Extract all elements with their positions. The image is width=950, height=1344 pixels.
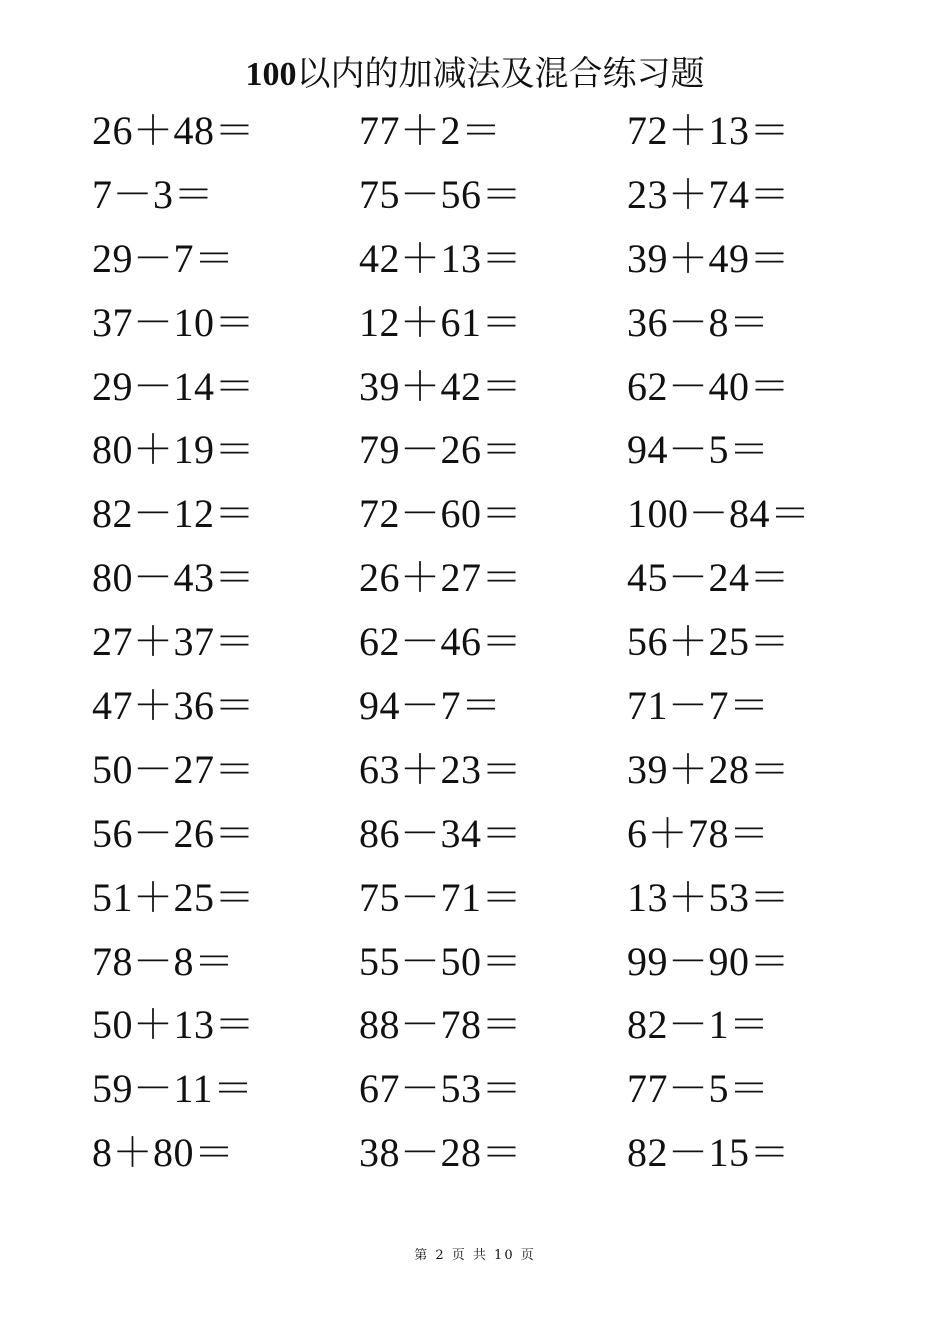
- problem-row: [92, 546, 892, 610]
- problem-cell: 38－28＝: [359, 1130, 522, 1176]
- problem-cell: 47＋36＝: [92, 682, 255, 728]
- problem-cell: 26＋27＝: [359, 555, 522, 601]
- problem-cell: 82－12＝: [92, 491, 255, 537]
- problem-cell: 50－27＝: [92, 746, 255, 792]
- problem-cell: 56－26＝: [92, 810, 255, 856]
- problem-cell: 39＋49＝: [627, 235, 790, 281]
- problem-cell: 72－60＝: [359, 491, 522, 537]
- problem-cell: 67－53＝: [359, 1066, 522, 1112]
- problem-cell: 39＋28＝: [627, 746, 790, 792]
- problem-cell: 75－56＝: [359, 171, 522, 217]
- problem-row: [92, 610, 892, 674]
- problem-cell: 100－84＝: [627, 491, 811, 537]
- problem-cell: 80＋19＝: [92, 427, 255, 473]
- problem-cell: 71－7＝: [627, 682, 770, 728]
- problem-grid: [92, 99, 892, 1185]
- page-footer: 第 2 页 共 10 页: [414, 1248, 536, 1263]
- problem-cell: 26＋48＝: [92, 107, 255, 153]
- problem-row: [92, 99, 892, 163]
- problem-cell: 12＋61＝: [359, 299, 522, 345]
- problem-cell: 80－43＝: [92, 555, 255, 601]
- problem-row: [92, 930, 892, 994]
- problem-cell: 55－50＝: [359, 938, 522, 984]
- problem-cell: 78－8＝: [92, 938, 235, 984]
- problem-cell: 42＋13＝: [359, 235, 522, 281]
- problem-cell: 94－5＝: [627, 427, 770, 473]
- problem-cell: 37－10＝: [92, 299, 255, 345]
- problem-row: [92, 674, 892, 738]
- problem-cell: 62－46＝: [359, 619, 522, 665]
- problem-cell: 27＋37＝: [92, 619, 255, 665]
- page-title-number: 100: [245, 56, 297, 93]
- problem-cell: 45－24＝: [627, 555, 790, 601]
- problem-cell: 29－7＝: [92, 235, 235, 281]
- problem-cell: 86－34＝: [359, 810, 522, 856]
- problem-cell: 77－5＝: [627, 1066, 770, 1112]
- problem-row: [92, 802, 892, 866]
- problem-cell: 23＋74＝: [627, 171, 790, 217]
- page-title-text: 以内的加减法及混合练习题: [296, 54, 705, 94]
- problem-cell: 56＋25＝: [627, 619, 790, 665]
- problem-row: [92, 355, 892, 419]
- problem-row: [92, 482, 892, 546]
- problem-cell: 77＋2＝: [359, 107, 502, 153]
- problem-row: [92, 418, 892, 482]
- problem-cell: 62－40＝: [627, 363, 790, 409]
- page-title: [0, 52, 950, 97]
- problem-cell: 39＋42＝: [359, 363, 522, 409]
- problem-cell: 63＋23＝: [359, 746, 522, 792]
- problem-cell: 7－3＝: [92, 171, 214, 217]
- problem-cell: 50＋13＝: [92, 1002, 255, 1048]
- problem-cell: 72＋13＝: [627, 107, 790, 153]
- problem-row: [92, 738, 892, 802]
- problem-row: [92, 1057, 892, 1121]
- problem-row: [92, 163, 892, 227]
- problem-row: [92, 1121, 892, 1185]
- problem-cell: 8＋80＝: [92, 1130, 235, 1176]
- problem-cell: 99－90＝: [627, 938, 790, 984]
- problem-cell: 75－71＝: [359, 874, 522, 920]
- problem-row: [92, 993, 892, 1057]
- problem-cell: 29－14＝: [92, 363, 255, 409]
- problem-cell: 36－8＝: [627, 299, 770, 345]
- problem-row: [92, 291, 892, 355]
- problem-row: [92, 866, 892, 930]
- problem-cell: 82－15＝: [627, 1130, 790, 1176]
- problem-cell: 88－78＝: [359, 1002, 522, 1048]
- problem-cell: 51＋25＝: [92, 874, 255, 920]
- problem-cell: 59－11＝: [92, 1066, 254, 1112]
- problem-cell: 13＋53＝: [627, 874, 790, 920]
- problem-cell: 94－7＝: [359, 682, 502, 728]
- problem-row: [92, 227, 892, 291]
- problem-cell: 82－1＝: [627, 1002, 770, 1048]
- problem-cell: 6＋78＝: [627, 810, 770, 856]
- problem-cell: 79－26＝: [359, 427, 522, 473]
